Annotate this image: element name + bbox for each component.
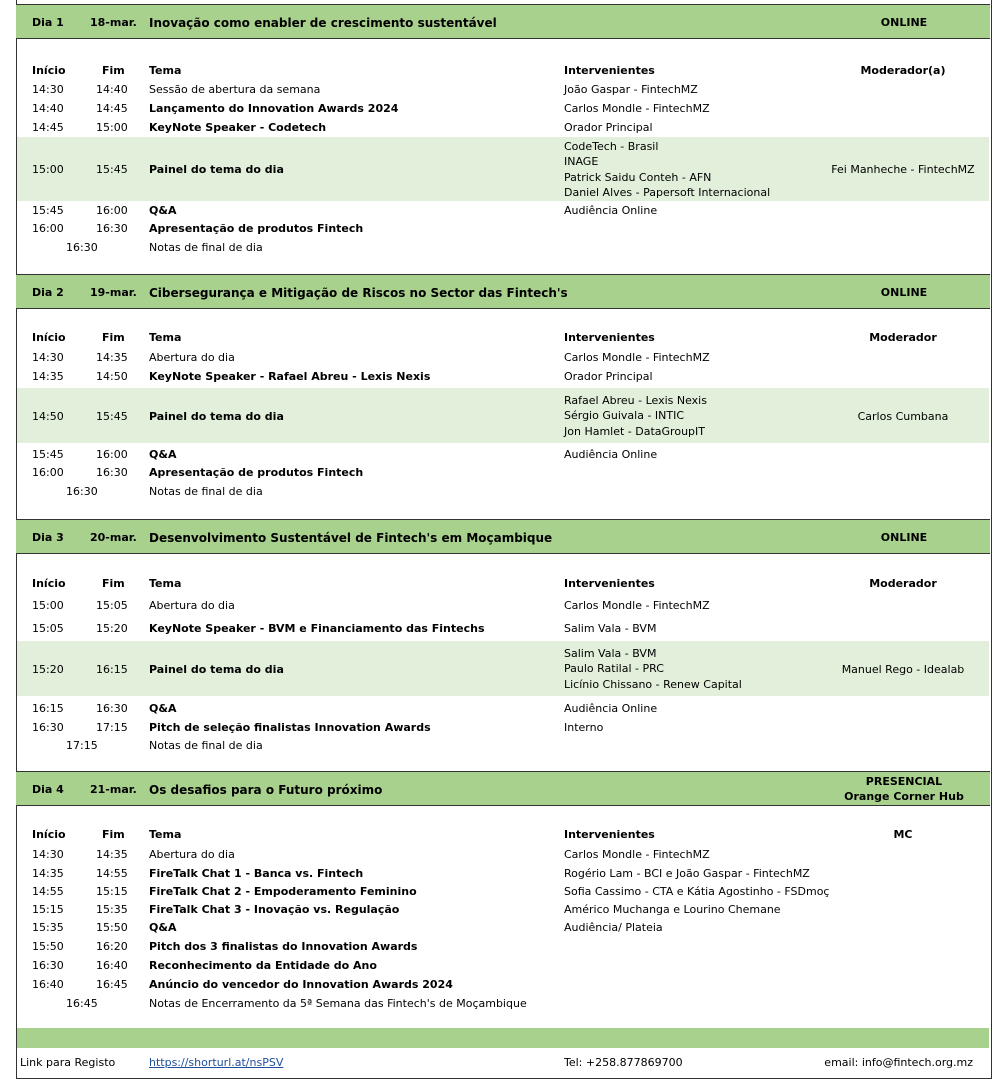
col-start: Início [32,577,66,590]
row-topic: Q&A [149,448,177,461]
row-topic: Pitch dos 3 finalistas do Innovation Awards [149,940,418,953]
row-topic: Painel do tema do dia [149,409,284,423]
row-end: 16:20 [96,940,128,953]
day-label: Dia 1 [32,15,64,29]
day-date: 18-mar. [90,15,137,29]
row-end: 16:45 [96,978,128,991]
row-end: 15:20 [96,622,128,635]
row-topic: KeyNote Speaker - Rafael Abreu - Lexis Nexis [149,370,431,383]
registration-label: Link para Registo [20,1056,116,1069]
col-topic: Tema [149,828,182,841]
row-speaker: Carlos Mondle - FintechMZ [564,848,710,861]
col-moderator: MC [893,828,913,841]
day-header [16,4,990,39]
row-speaker: Rogério Lam - BCI e João Gaspar - FintechMZ [564,867,810,880]
row-speaker: CodeTech - Brasil [564,139,659,153]
row-start: 14:35 [32,370,64,383]
row-start: 16:30 [32,721,64,734]
row-topic: Notas de final de dia [149,241,263,254]
day-mode: ONLINE [880,15,928,29]
row-speaker: Jon Hamlet - DataGroupIT [564,424,705,438]
row-topic: Abertura do dia [149,351,235,364]
row-speaker: Carlos Mondle - FintechMZ [564,351,710,364]
row-topic: Abertura do dia [149,599,235,612]
footer-band [17,1028,989,1048]
row-start: 15:05 [32,622,64,635]
day-header [16,519,990,554]
col-moderator: Moderador(a) [860,64,946,77]
row-speaker: INAGE [564,155,599,168]
row-topic: Sessão de abertura da semana [149,83,321,96]
row-start: 14:50 [32,409,64,423]
row-speaker: Licínio Chissano - Renew Capital [564,677,742,691]
row-start: 16:15 [32,702,64,715]
row-speaker: Rafael Abreu - Lexis Nexis [564,393,707,407]
day-theme: Cibersegurança e Mitigação de Riscos no Sector das Fintech's [149,285,568,300]
col-end: Fim [102,577,125,590]
row-end: 15:45 [96,163,128,176]
row-end: 16:00 [96,204,128,217]
row-start: 14:55 [32,885,64,898]
row-start: 15:45 [32,448,64,461]
col-start: Início [32,64,66,77]
day-mode: ONLINE [880,285,928,299]
row-topic: Pitch de seleção finalistas Innovation Awards [149,721,431,734]
row-topic: Reconhecimento da Entidade do Ano [149,959,377,972]
row-topic: FireTalk Chat 2 - Empoderamento Feminino [149,885,417,898]
row-speaker: Interno [564,721,604,734]
row-speaker: Audiência Online [564,448,658,461]
col-speakers: Intervenientes [564,577,655,590]
row-start: 15:50 [32,940,64,953]
row-start: 16:30 [32,959,64,972]
day-label: Dia 4 [32,782,64,796]
registration-link[interactable]: https://shorturl.at/nsPSV [149,1056,284,1069]
day-mode: PRESENCIAL [865,775,943,788]
row-speaker: Sofia Cassimo - CTA e Kátia Agostinho - FSDmoç [564,885,830,898]
row-end: 16:30 [96,702,128,715]
col-end: Fim [102,828,125,841]
col-topic: Tema [149,64,182,77]
row-time: 16:30 [66,241,98,254]
col-topic: Tema [149,331,182,344]
row-time: 16:30 [66,485,98,498]
row-end: 17:15 [96,721,128,734]
row-start: 15:20 [32,662,64,676]
row-speaker: Paulo Ratilal - PRC [564,662,664,676]
row-end: 14:45 [96,102,128,115]
day-label: Dia 2 [32,285,64,299]
row-moderator: Fei Manheche - FintechMZ [831,163,975,176]
row-end: 16:30 [96,222,128,235]
row-end: 16:15 [96,662,128,676]
phone-number: Tel: +258.877869700 [564,1056,683,1069]
day-date: 21-mar. [90,782,137,796]
row-speaker: Audiência Online [564,702,658,715]
day-date: 20-mar. [90,530,137,544]
row-topic: KeyNote Speaker - BVM e Financiamento das Fintechs [149,622,485,635]
row-topic: Q&A [149,204,177,217]
row-topic: Anúncio do vencedor do Innovation Awards 2024 [149,978,453,991]
row-speaker: Daniel Alves - Papersoft Internacional [564,186,771,199]
row-start: 14:40 [32,102,64,115]
day-venue: Orange Corner Hub [844,790,964,803]
row-end: 15:45 [96,409,128,423]
row-start: 14:35 [32,867,64,880]
row-topic: Apresentação de produtos Fintech [149,222,364,235]
row-start: 14:45 [32,121,64,134]
row-start: 14:30 [32,351,64,364]
row-start: 16:00 [32,222,64,235]
row-speaker: Audiência/ Plateia [564,921,663,934]
row-speaker: Salim Vala - BVM [564,622,657,635]
row-end: 14:55 [96,867,128,880]
row-start: 16:40 [32,978,64,991]
row-speaker: Américo Muchanga e Lourino Chemane [564,903,781,916]
row-topic: Abertura do dia [149,848,235,861]
row-topic: Q&A [149,921,177,934]
col-end: Fim [102,331,125,344]
col-speakers: Intervenientes [564,331,655,344]
col-start: Início [32,331,66,344]
row-start: 16:00 [32,466,64,479]
col-start: Início [32,828,66,841]
row-end: 15:00 [96,121,128,134]
row-topic: Apresentação de produtos Fintech [149,466,364,479]
col-speakers: Intervenientes [564,828,655,841]
row-end: 15:15 [96,885,128,898]
row-end: 15:50 [96,921,128,934]
row-time: 17:15 [66,739,98,752]
row-topic: Painel do tema do dia [149,662,284,676]
day-theme: Inovação como enabler de crescimento sustentável [149,15,497,30]
row-end: 16:30 [96,466,128,479]
row-topic: Notas de Encerramento da 5ª Semana das Fintech's de Moçambique [149,997,527,1010]
row-topic: Notas de final de dia [149,739,263,752]
day-header [16,274,990,309]
col-moderator: Moderador [869,577,937,590]
row-topic: Lançamento do Innovation Awards 2024 [149,102,399,115]
row-moderator: Manuel Rego - Idealab [841,662,965,676]
row-speaker: Patrick Saidu Conteh - AFN [564,170,712,184]
row-start: 15:15 [32,903,64,916]
row-speaker: Carlos Mondle - FintechMZ [564,102,710,115]
row-start: 15:35 [32,921,64,934]
day-theme: Desenvolvimento Sustentável de Fintech's em Moçambique [149,530,553,545]
col-topic: Tema [149,577,182,590]
row-end: 14:50 [96,370,128,383]
row-start: 14:30 [32,848,64,861]
day-theme: Os desafios para o Futuro próximo [149,782,383,797]
row-topic: FireTalk Chat 1 - Banca vs. Fintech [149,867,364,880]
col-speakers: Intervenientes [564,64,655,77]
row-time: 16:45 [66,997,98,1010]
row-speaker: João Gaspar - FintechMZ [564,83,698,96]
row-speaker: Orador Principal [564,121,653,134]
row-speaker: Carlos Mondle - FintechMZ [564,599,710,612]
row-topic: Notas de final de dia [149,485,263,498]
row-topic: FireTalk Chat 3 - Inovação vs. Regulação [149,903,400,916]
row-speaker: Salim Vala - BVM [564,646,657,660]
row-topic: KeyNote Speaker - Codetech [149,121,327,134]
row-speaker: Orador Principal [564,370,653,383]
contact-email: email: info@fintech.org.mz [824,1056,973,1069]
row-speaker: Sérgio Guivala - INTIC [564,409,685,423]
row-start: 15:45 [32,204,64,217]
row-start: 15:00 [32,599,64,612]
day-label: Dia 3 [32,530,64,544]
row-end: 14:40 [96,83,128,96]
day-mode: ONLINE [880,530,928,544]
row-start: 15:00 [32,163,64,176]
row-start: 14:30 [32,83,64,96]
row-end: 14:35 [96,848,128,861]
col-end: Fim [102,64,125,77]
row-topic: Painel do tema do dia [149,163,284,176]
row-moderator: Carlos Cumbana [857,409,949,423]
row-speaker: Audiência Online [564,204,658,217]
row-topic: Q&A [149,702,177,715]
row-end: 15:05 [96,599,128,612]
col-moderator: Moderador [869,331,937,344]
row-end: 15:35 [96,903,128,916]
day-header [16,771,990,806]
day-date: 19-mar. [90,285,137,299]
row-end: 16:00 [96,448,128,461]
row-end: 14:35 [96,351,128,364]
row-end: 16:40 [96,959,128,972]
